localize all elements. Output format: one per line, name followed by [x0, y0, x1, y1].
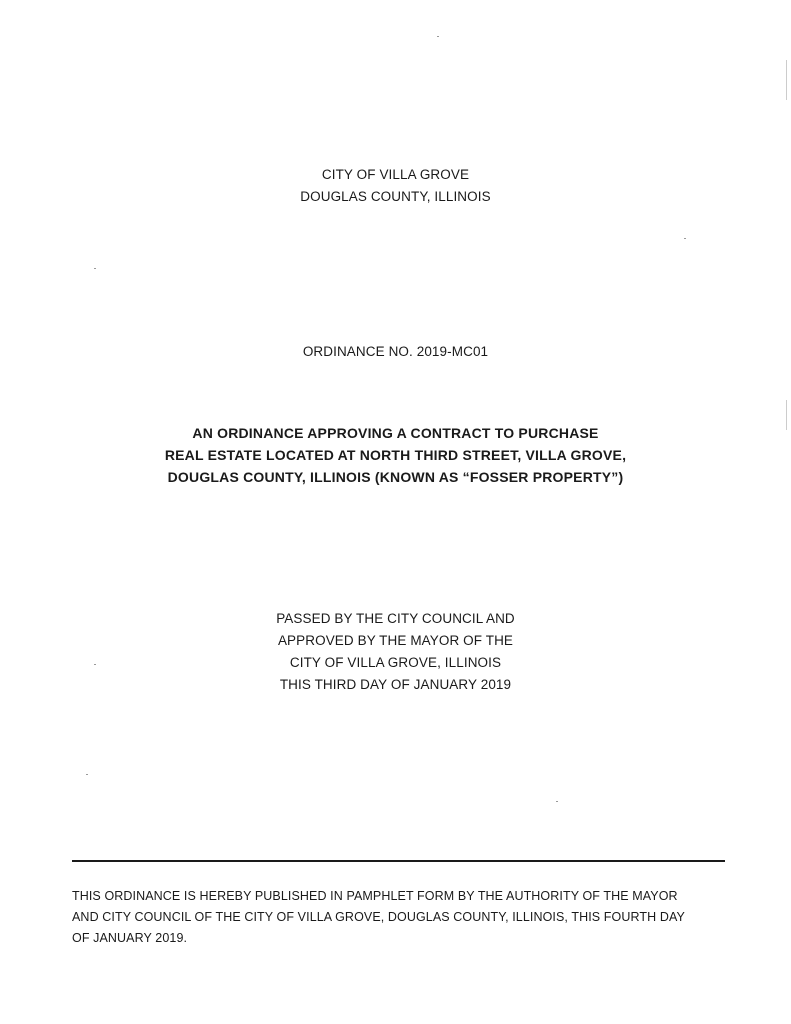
- notice-line: OF JANUARY 2019.: [72, 931, 188, 945]
- city-name: CITY OF VILLA GROVE: [321, 167, 470, 182]
- title-line: REAL ESTATE LOCATED AT NORTH THIRD STREET, VILLA GROVE,: [164, 447, 627, 463]
- scan-speck: [437, 36, 439, 37]
- municipality-header: [0, 164, 791, 208]
- scan-speck: [94, 664, 96, 665]
- notice-line: AND CITY COUNCIL OF THE CITY OF VILLA GROVE, DOUGLAS COUNTY, ILLINOIS, THIS FOURTH DAY: [72, 910, 685, 924]
- passage-line: APPROVED BY THE MAYOR OF THE: [277, 633, 514, 648]
- title-line: DOUGLAS COUNTY, ILLINOIS (KNOWN AS “FOSSER PROPERTY”): [167, 469, 624, 485]
- passage-line: CITY OF VILLA GROVE, ILLINOIS: [289, 655, 502, 670]
- scan-edge: [786, 60, 787, 100]
- scan-speck: [684, 238, 686, 239]
- scan-edge: [786, 400, 787, 430]
- scan-speck: [86, 774, 88, 775]
- notice-line: THIS ORDINANCE IS HEREBY PUBLISHED IN PAMPHLET FORM BY THE AUTHORITY OF THE MAYOR: [72, 889, 678, 903]
- county-state: DOUGLAS COUNTY, ILLINOIS: [300, 189, 491, 204]
- passage-statement: [0, 608, 791, 696]
- scan-speck: [556, 801, 558, 802]
- footer-divider: [72, 860, 725, 862]
- passage-line: PASSED BY THE CITY COUNCIL AND: [276, 611, 515, 626]
- ordinance-number-block: [0, 341, 791, 363]
- ordinance-number: ORDINANCE NO. 2019-MC01: [302, 344, 489, 359]
- scan-speck: [94, 268, 96, 269]
- passage-line: THIS THIRD DAY OF JANUARY 2019: [279, 677, 512, 692]
- ordinance-title: [0, 422, 791, 488]
- publication-notice: [72, 886, 732, 949]
- title-line: AN ORDINANCE APPROVING A CONTRACT TO PURCHASE: [192, 425, 599, 441]
